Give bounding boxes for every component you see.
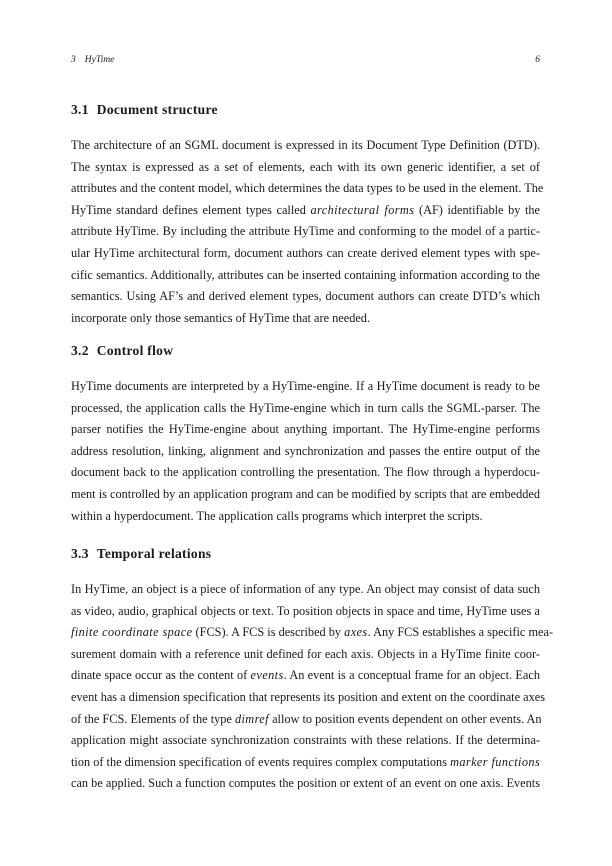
text-run: . Any FCS establishes a specific mea- (367, 625, 554, 640)
text-run: incorporate only those semantics of HyTime that are needed. (71, 310, 371, 325)
running-header-chapter (71, 55, 114, 65)
text-run: address resolution, linking, alignment and synchronization and passes the entire output of the (71, 443, 540, 458)
text-line (71, 376, 540, 398)
emphasized-term: finite coordinate space (71, 625, 193, 640)
text-run: The syntax is expressed as a set of elements, each with its own generic identifier, a set of (71, 159, 540, 174)
section-title: Document structure (96, 102, 218, 117)
text-line (71, 308, 540, 330)
text-run: application might associate synchronization constraints with these relations. If the determina- (71, 733, 540, 748)
text-line (71, 506, 540, 528)
text-line (71, 419, 540, 441)
text-run: surement domain with a reference unit defined for each axis. Objects in a HyTime finite coor- (71, 646, 540, 661)
text-line (71, 730, 540, 752)
text-run: HyTime documents are interpreted by a HyTime-engine. If a HyTime document is ready to be (71, 379, 540, 393)
text-line (71, 398, 540, 420)
section-number: 3.3 (71, 546, 89, 561)
text-line (71, 178, 544, 200)
text-run: attributes and the content model, which determines the data types to be used in the element. The (71, 181, 544, 196)
section-heading-3-1 (71, 102, 218, 118)
text-run: ment is controlled by an application program and can be modified by scripts that are embedded (71, 486, 540, 501)
text-line (71, 286, 540, 308)
running-header (71, 55, 540, 69)
text-line (71, 644, 540, 666)
paragraph-document-structure (71, 135, 544, 329)
text-line (71, 665, 540, 687)
page-number: 6 (535, 55, 540, 65)
text-run: (FCS). A FCS is described by (192, 625, 345, 640)
text-line (71, 157, 540, 179)
emphasized-term: dimref (234, 711, 269, 726)
text-run: In HyTime, an object is a piece of information of any type. An object may consist of data such (71, 582, 540, 596)
section-title: Temporal relations (96, 546, 212, 561)
text-line (71, 709, 540, 731)
text-run: attribute HyTime. By including the attribute HyTime and conforming to the model of a partic- (71, 224, 540, 239)
text-run: . An event is a conceptual frame for an object. Each (283, 668, 540, 683)
text-run: can be applied. Such a function computes the position or extent of an event on one axis. Events (71, 776, 540, 791)
emphasized-term: events (250, 668, 284, 683)
text-run: semantics. Using AF’s and derived element types, document authors can create DTD’s which (71, 289, 540, 304)
text-run: HyTime standard defines element types called (71, 202, 311, 217)
text-run: cific semantics. Additionally, attributes can be inserted containing information according to the (71, 267, 540, 282)
section-heading-3-2 (71, 343, 173, 359)
emphasized-term: axes (344, 625, 368, 640)
text-line (71, 265, 540, 287)
text-run: as video, audio, graphical objects or text. To position objects in space and time, HyTime uses a (71, 603, 540, 618)
text-run: processed, the application calls the HyTime-engine which in turn calls the SGML-parser. The (71, 400, 540, 415)
text-run: document back to the application controlling the presentation. The flow through a hyperdocu- (71, 465, 540, 480)
text-line (71, 579, 540, 601)
emphasized-term: architectural forms (310, 202, 415, 217)
text-line (71, 773, 540, 795)
emphasized-term: marker functions (450, 754, 541, 769)
paragraph-temporal-relations (71, 579, 554, 795)
section-number: 3.2 (71, 343, 89, 358)
section-heading-3-3 (71, 546, 211, 562)
text-line (71, 752, 540, 774)
section-title: Control flow (96, 343, 174, 358)
text-line (71, 462, 540, 484)
text-run: event has a dimension specification that represents its position and extent on the coordinate axes (71, 689, 545, 704)
text-run: dinate space occur as the content of (71, 668, 251, 683)
text-line (71, 243, 540, 265)
text-run: of the FCS. Elements of the type (71, 711, 235, 726)
text-line (71, 221, 540, 243)
text-run: allow to position events dependent on other events. An (269, 711, 542, 726)
chapter-title: HyTime (84, 55, 115, 65)
text-line (71, 441, 540, 463)
text-run: (AF) identifiable by the (414, 202, 540, 217)
paragraph-control-flow (71, 376, 540, 527)
text-line (71, 200, 540, 222)
text-run: tion of the dimension specification of events requires complex computations (71, 754, 451, 769)
text-line (71, 484, 540, 506)
text-line (71, 135, 540, 157)
text-run: The architecture of an SGML document is expressed in its Document Type Definition (DTD). (71, 138, 540, 152)
text-line (71, 687, 545, 709)
text-line (71, 601, 540, 623)
chapter-number: 3 (71, 55, 76, 65)
text-run: parser notifies the HyTime-engine about anything important. The HyTime-engine performs (71, 422, 540, 437)
section-number: 3.1 (71, 102, 89, 117)
text-run: within a hyperdocument. The application calls programs which interpret the scripts. (71, 508, 483, 523)
text-line (71, 622, 554, 644)
text-run: ular HyTime architectural form, document authors can create derived element types with spe- (71, 245, 540, 260)
